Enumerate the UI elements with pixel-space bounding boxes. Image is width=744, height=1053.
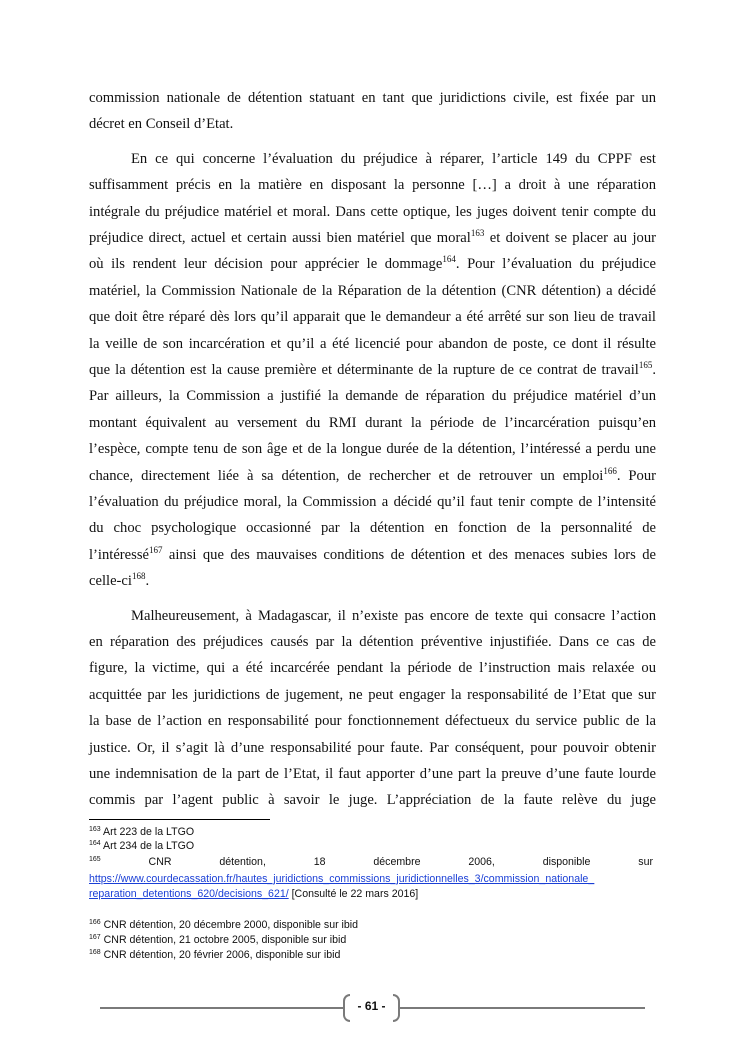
text-run: suffisamment précis en la matière en disposant la personne […] a droit à une réparation [89, 177, 656, 194]
body-line [131, 149, 656, 169]
body-line [89, 413, 656, 433]
text-run: la base de l’action en responsabilité pour fonctionnement défectueux du service public de la [89, 713, 656, 730]
footnote-number: 164 [89, 840, 101, 847]
text-run: . [145, 573, 150, 590]
page-number: - 61 - [357, 999, 386, 1013]
footnote-165 [89, 855, 653, 869]
body-line [89, 307, 656, 327]
footnote-text: Art 234 de la LTGO [103, 840, 195, 852]
body-line [89, 114, 656, 134]
text-run: préjudice direct, actuel et certain aussi bien matériel que moral [89, 230, 471, 246]
text-run: et doivent se placer au jour [484, 230, 656, 246]
footnote-163 [89, 825, 653, 839]
body-line [89, 254, 656, 274]
body-line [89, 439, 656, 459]
text-run: commission nationale de détention statuant en tant que juridictions civile, est fixée par un [89, 90, 656, 106]
text-run: celle-ci [89, 573, 132, 590]
text-run: matériel, la Commission Nationale de la Réparation de la détention (CNR détention) a décidé [89, 282, 656, 299]
body-line [131, 606, 656, 626]
text-run: du choc psychologique occasionné par la détention en fonction de la personnalité de [89, 520, 656, 537]
text-run: que la détention est la cause première et déterminante de la rupture de ce contrat de travail [89, 362, 639, 378]
footnote-text: Art 223 de la LTGO [103, 826, 195, 838]
body-line [89, 386, 656, 406]
footnote-165-link [89, 872, 653, 886]
footnote-consulted-date: [Consulté le 22 mars 2016] [288, 888, 419, 900]
footnote-number: 168 [89, 949, 101, 956]
footnote-166 [89, 918, 653, 932]
footnote-text: CNR détention, 21 octobre 2005, disponible sur ibid [103, 934, 347, 946]
text-run: Malheureusement, à Madagascar, il n’existe pas encore de texte qui consacre l’action [131, 607, 656, 624]
body-line [89, 632, 656, 652]
body-line [89, 281, 656, 301]
body-line [89, 466, 656, 486]
text-run: l’évaluation du préjudice moral, la Commission a décidé qu’il faut tenir compte de l’intensité [89, 494, 656, 510]
text-run: justice. Or, il s’agit là d’une responsabilité pour faute. Par conséquent, pour pouvoir obtenir [89, 739, 656, 756]
text-run: où ils rendent leur décision pour apprécier le dommage [89, 256, 443, 273]
footnote-reference[interactable]: 164 [442, 254, 456, 265]
text-run: commis par l’agent public à savoir le juge. L’appréciation de la faute relève du juge [89, 792, 656, 809]
text-run: l’espèce, compte tenu de son âge et de la longue durée de la détention, l’intéressé a perdu une [89, 441, 656, 458]
footnote-link[interactable]: https://www.courdecassation.fr/hautes_juridictions_commissions_juridictionnelles_3/commission_nationale_ [89, 873, 595, 885]
text-run: montant équivalent au versement du RMI durant la période de l’incarcération puisqu’en [89, 414, 656, 431]
text-run: la veille de son incarcération et qu’il a été licencié pour abandon de poste, ce dont il résulte [89, 335, 656, 352]
footnote-164 [89, 839, 653, 853]
footnote-reference[interactable]: 166 [603, 465, 617, 476]
body-line [89, 360, 656, 380]
body-line [89, 571, 656, 591]
text-run: ainsi que des mauvaises conditions de détention et des menaces subies lors de [162, 546, 656, 563]
text-run: en réparation des préjudices causés par la détention préventive injustifiée. Dans ce cas de [89, 634, 656, 650]
footnote-text: CNR détention, 20 décembre 2000, disponible sur ibid [103, 919, 359, 931]
text-run: chance, directement liée à sa détention, de rechercher et de retrouver un emploi [89, 467, 604, 484]
text-run: acquittée par les juridictions de jugement, ne peut engager la responsabilité de l’Etat que sur [89, 686, 656, 703]
footer-bracket-right [393, 994, 400, 1022]
footnote-167 [89, 933, 653, 947]
body-line [89, 492, 656, 512]
text-run: Par ailleurs, la Commission a justifié la demande de réparation du préjudice matériel d’un [89, 388, 656, 405]
footer-bracket-left [343, 994, 350, 1022]
footnote-168 [89, 948, 653, 962]
text-run: une indemnisation de la part de l’Etat, il faut apporter d’une part la preuve d’une faute lourde [89, 766, 656, 782]
footnote-reference[interactable]: 163 [470, 228, 485, 238]
text-run: En ce qui concerne l’évaluation du préjudice à réparer, l’article 149 du CPPF est [131, 150, 656, 167]
body-line [89, 334, 656, 354]
text-run: figure, la victime, qui a été incarcérée pendant la période de l’instruction mais relaxée ou [89, 660, 656, 677]
body-line [89, 764, 656, 784]
footnote-separator [89, 819, 270, 820]
text-run: l’intéressé [89, 546, 149, 563]
text-run: . Pour [616, 467, 656, 484]
footnote-165-link-cont [89, 887, 653, 901]
text-run: que doit être réparé dès lors qu’il apparait que le demandeur a été arrêté sur son lieu de travail [89, 309, 656, 326]
footnote-reference[interactable]: 168 [131, 571, 146, 582]
body-line [89, 228, 656, 248]
body-line [89, 711, 656, 731]
footnote-number: 166 [89, 919, 101, 926]
body-line [89, 658, 656, 678]
body-line [89, 790, 656, 810]
body-line [89, 175, 656, 195]
body-line [89, 202, 656, 222]
text-run: intégrale du préjudice matériel et moral. Dans cette optique, les juges doivent tenir compte du [89, 203, 656, 220]
footnote-link-continued[interactable]: reparation_detentions_620/decisions_621/ [89, 888, 289, 900]
footnote-number: 167 [89, 934, 101, 941]
text-run: . Pour l’évaluation du préjudice [455, 256, 656, 273]
body-line [89, 88, 656, 108]
body-line [89, 685, 656, 705]
footer-rule-left [100, 1007, 343, 1009]
footnote-text: CNR détention, 18 décembre 2006, disponible sur [148, 856, 653, 868]
footer-rule-right [400, 1007, 645, 1009]
body-line [89, 738, 656, 758]
footnote-reference[interactable]: 165 [638, 360, 653, 370]
body-line [89, 545, 656, 565]
text-run: . [652, 362, 656, 378]
text-run: décret en Conseil d’Etat. [89, 116, 234, 133]
footnote-number: 165 [89, 856, 101, 863]
footnote-reference[interactable]: 167 [148, 544, 163, 555]
footnote-number: 163 [89, 826, 101, 833]
footnote-text: CNR détention, 20 février 2006, disponible sur ibid [103, 949, 341, 961]
body-line [89, 518, 656, 538]
